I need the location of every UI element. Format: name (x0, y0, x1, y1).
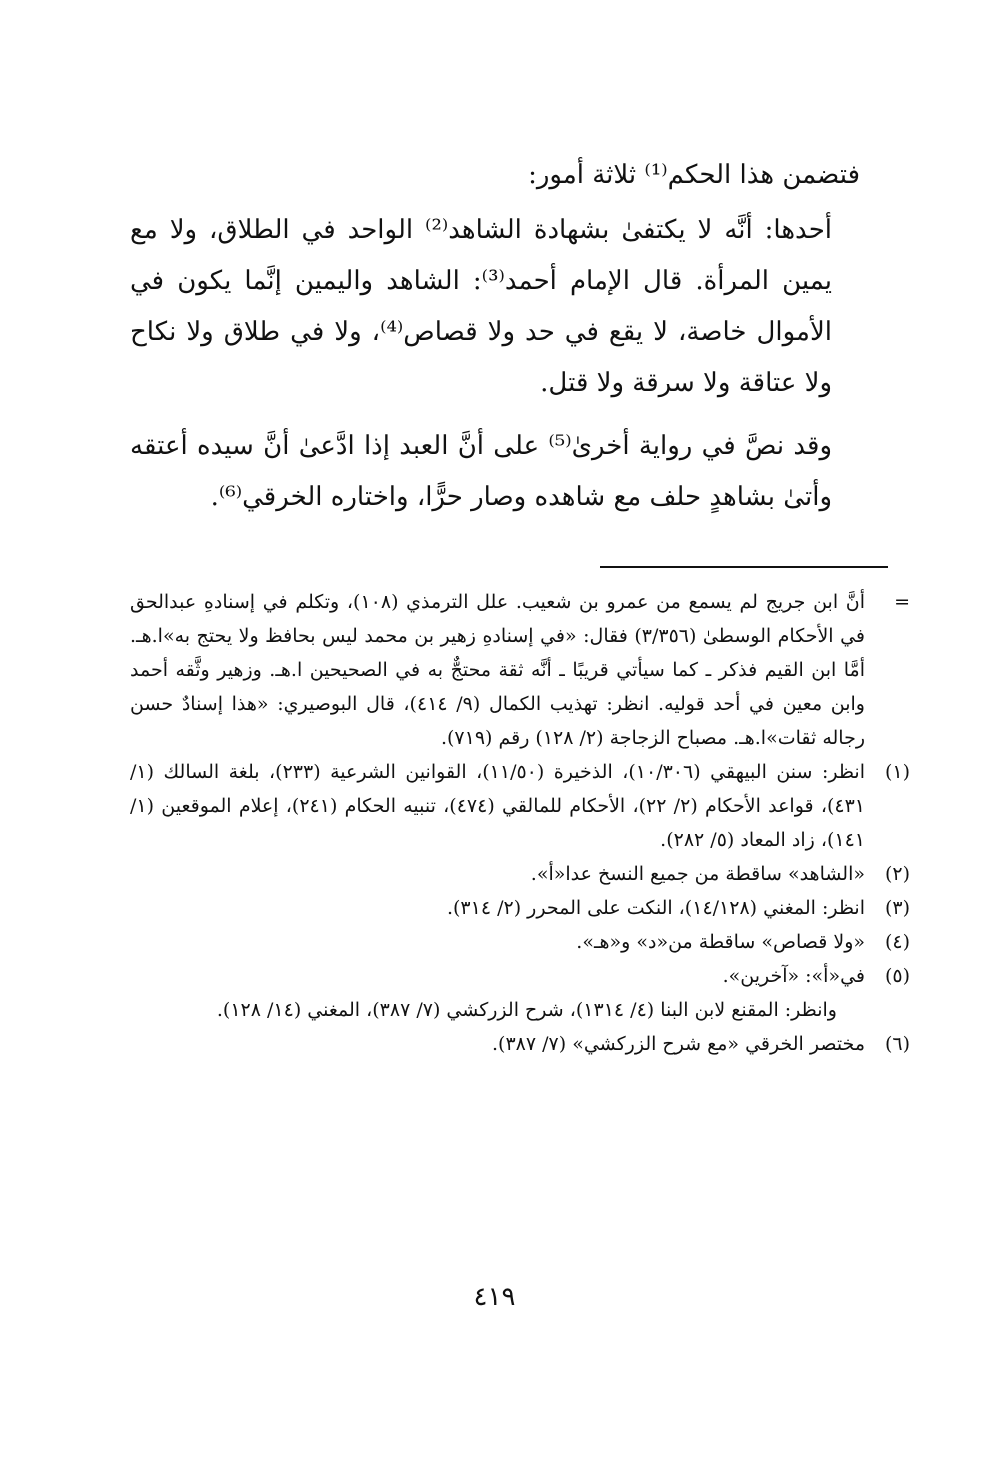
footnote-text: مختصر الخرقي «مع شرح الزركشي» (٧/ ٣٨٧). (492, 1033, 865, 1055)
footnote-number: (٢) (884, 863, 910, 885)
main-paragraph-narration: وقد نصَّ في رواية أخرىٰ⁽⁵⁾ على أنَّ العبد إذا ادَّعىٰ أنَّ سيده أعتقه وأتىٰ بشاهدٍ حلف مع شاهده وصار حرًّا، واختاره الخرقي⁽⁶⁾. (130, 431, 832, 512)
footnote-text: «ولا قصاص» ساقطة من«د» و«هـ». (576, 931, 865, 953)
footnote-continuation-marker: = (894, 591, 910, 613)
footnote-continuation (130, 585, 910, 755)
footnote-number: (١) (884, 761, 910, 783)
page-number: ٤١٩ (473, 1282, 516, 1312)
footnote-1 (130, 755, 910, 857)
footnote-continuation-text: أنَّ ابن جريج لم يسمع من عمرو بن شعيب. علل الترمذي (١٠٨)، وتكلم في إسنادهِ عبدالحق في الأحكام الوسطىٰ (٣/٣٥٦) فقال: «في إسنادهِ زهير بن محمد ليس بحافظ ولا يحتج به»ا.هـ. أمَّا ابن القيم فذكر ـ كما سيأتي قريبًا ـ أنَّه ثقة محتجٌّ به في الصحيحين ا.هـ. وزهير وثَّقه أحمد وابن معين في أحد قوليه. انظر: تهذيب الكمال (٩/ ٤١٤)، قال البوصيري: «هذا إسنادٌ حسن رجاله ثقات»ا.هـ. مصباح الزجاجة (٢/ ١٢٨) رقم (٧١٩). (130, 591, 866, 749)
footnote-5-extra: وانظر: المقنع لابن البنا (٤/ ١٣١٤)، شرح الزركشي (٧/ ٣٨٧)، المغني (١٤/ ١٢٨). (216, 999, 837, 1021)
footnotes-section (130, 585, 910, 1061)
footnote-6 (130, 1027, 910, 1061)
footnote-text: في«أ»: «آخرين». (722, 965, 865, 987)
footnote-5 (130, 959, 910, 993)
footnote-3 (130, 891, 910, 925)
footnote-text: «الشاهد» ساقطة من جميع النسخ عدا«أ». (530, 863, 865, 885)
main-paragraph-first-matter: أحدها: أنَّه لا يكتفىٰ بشهادة الشاهد⁽²⁾ الواحد في الطلاق، ولا مع يمين المرأة. قال الإمام أحمد⁽³⁾: الشاهد واليمين إنَّما يكون في الأموال خاصة، لا يقع في حد ولا قصاص⁽⁴⁾، ولا في طلاق ولا نكاح ولا عتاقة ولا سرقة ولا قتل. (130, 215, 832, 398)
footnote-number: (٤) (884, 931, 910, 953)
footnote-text: انظر: سنن البيهقي (١٠/٣٠٦)، الذخيرة (١١/٥٠)، القوانين الشرعية (٢٣٣)، بلغة السالك (١/ ٤٣١)، قواعد الأحكام (٢/ ٢٢)، الأحكام للمالقي (٤٧٤)، تنبيه الحكام (٢٤١)، إعلام الموقعين (١/ ١٤١)، زاد المعاد (٥/ ٢٨٢). (130, 761, 866, 851)
footnote-4 (130, 925, 910, 959)
main-paragraph-intro: فتضمن هذا الحكم⁽¹⁾ ثلاثة أمور: (528, 160, 860, 190)
footnote-number: (٦) (884, 1033, 910, 1055)
footnote-number: (٣) (884, 897, 910, 919)
footnote-number: (٥) (884, 965, 910, 987)
main-text (130, 150, 860, 535)
footnote-text: انظر: المغني (١٤/١٢٨)، النكت على المحرر (٢/ ٣١٤). (446, 897, 865, 919)
footnote-separator (600, 566, 888, 568)
footnote-2 (130, 857, 910, 891)
